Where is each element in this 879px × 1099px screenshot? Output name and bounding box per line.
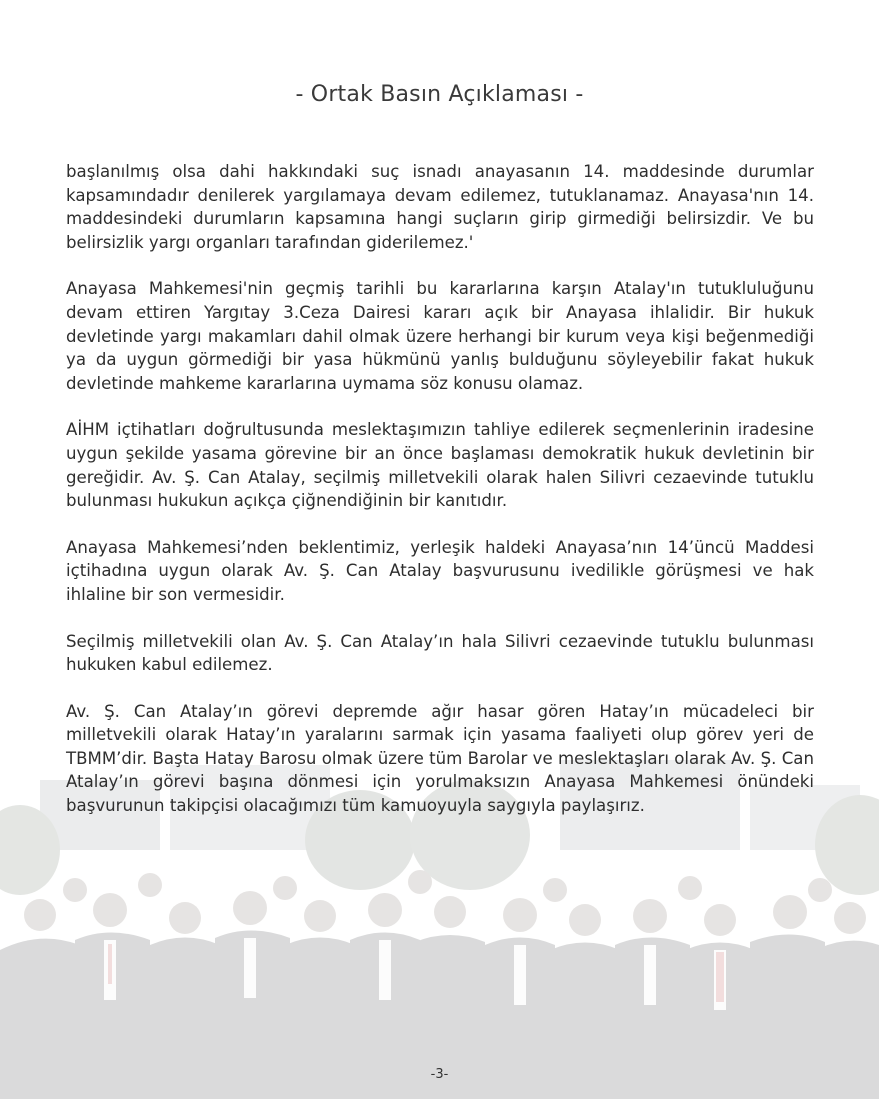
paragraph: başlanılmış olsa dahi hakkındaki suç isnadı anayasanın 14. maddesinde durumlar kapsamındadır denilerek yargılamaya devam edilemez, tutuklanamaz. Anayasa'nın 14. maddesindeki durumların kapsamına hangi suçların girip girmediği belirsizdir. Ve bu belirsizlik yargı organları tarafından giderilemez.' (66, 162, 814, 252)
document-body (66, 160, 814, 841)
document-title: - Ortak Basın Açıklaması - (295, 82, 584, 107)
page-number: -3- (430, 1067, 449, 1082)
paragraph: AİHM içtihatları doğrultusunda meslektaşımızın tahliye edilerek seçmenlerinin iradesine uygun şekilde yasama görevine bir an önce başlaması demokratik hukuk devletinin bir gereğidir. Av. Ş. Can Atalay, seçilmiş milletvekili olarak halen Silivri cezaevinde tutuklu bulunması hukukun açıkça çiğnendiğinin bir kanıtıdır. (66, 420, 814, 511)
paragraph: Seçilmiş milletvekili olan Av. Ş. Can Atalay’ın hala Silivri cezaevinde tutuklu bulunması hukuken kabul edilemez. (66, 631, 814, 675)
paragraph: Anayasa Mahkemesi'nin geçmiş tarihli bu kararlarına karşın Atalay'ın tutukluluğunu devam ettiren Yargıtay 3.Ceza Dairesi kararı açık bir Anayasa ihlalidir. Bir hukuk devletinde yargı makamları dahil olmak üzere herhangi bir kurum veya kişi beğenmediği ya da uygun görmediği bir yasa hükmünü yanlış bulduğunu söyleyebilir fakat hukuk devletinde mahkeme kararlarına uymama söz konusu olamaz. (66, 279, 814, 393)
paragraph: Anayasa Mahkemesi’nden beklentimiz, yerleşik haldeki Anayasa’nın 14’üncü Maddesi içtihadına uygun olarak Av. Ş. Can Atalay başvurusunu ivedilikle görüşmesi ve hak ihlaline bir son vermesidir. (66, 537, 814, 604)
paragraph: Av. Ş. Can Atalay’ın görevi depremde ağır hasar gören Hatay’ın mücadeleci bir milletvekili olarak Hatay’ın yaralarını sarmak için yasama faaliyeti olup görev yeri de TBMM’dir. Başta Hatay Barosu olmak üzere tüm Barolar ve meslektaşları olarak Av. Ş. Can Atalay’ın görevi başına dönmesi için yorulmaksızın Anayasa Mahkemesi önündeki başvurunun takipçisi olacağımızı tüm kamuoyuyla saygıyla paylaşırız. (66, 701, 814, 816)
